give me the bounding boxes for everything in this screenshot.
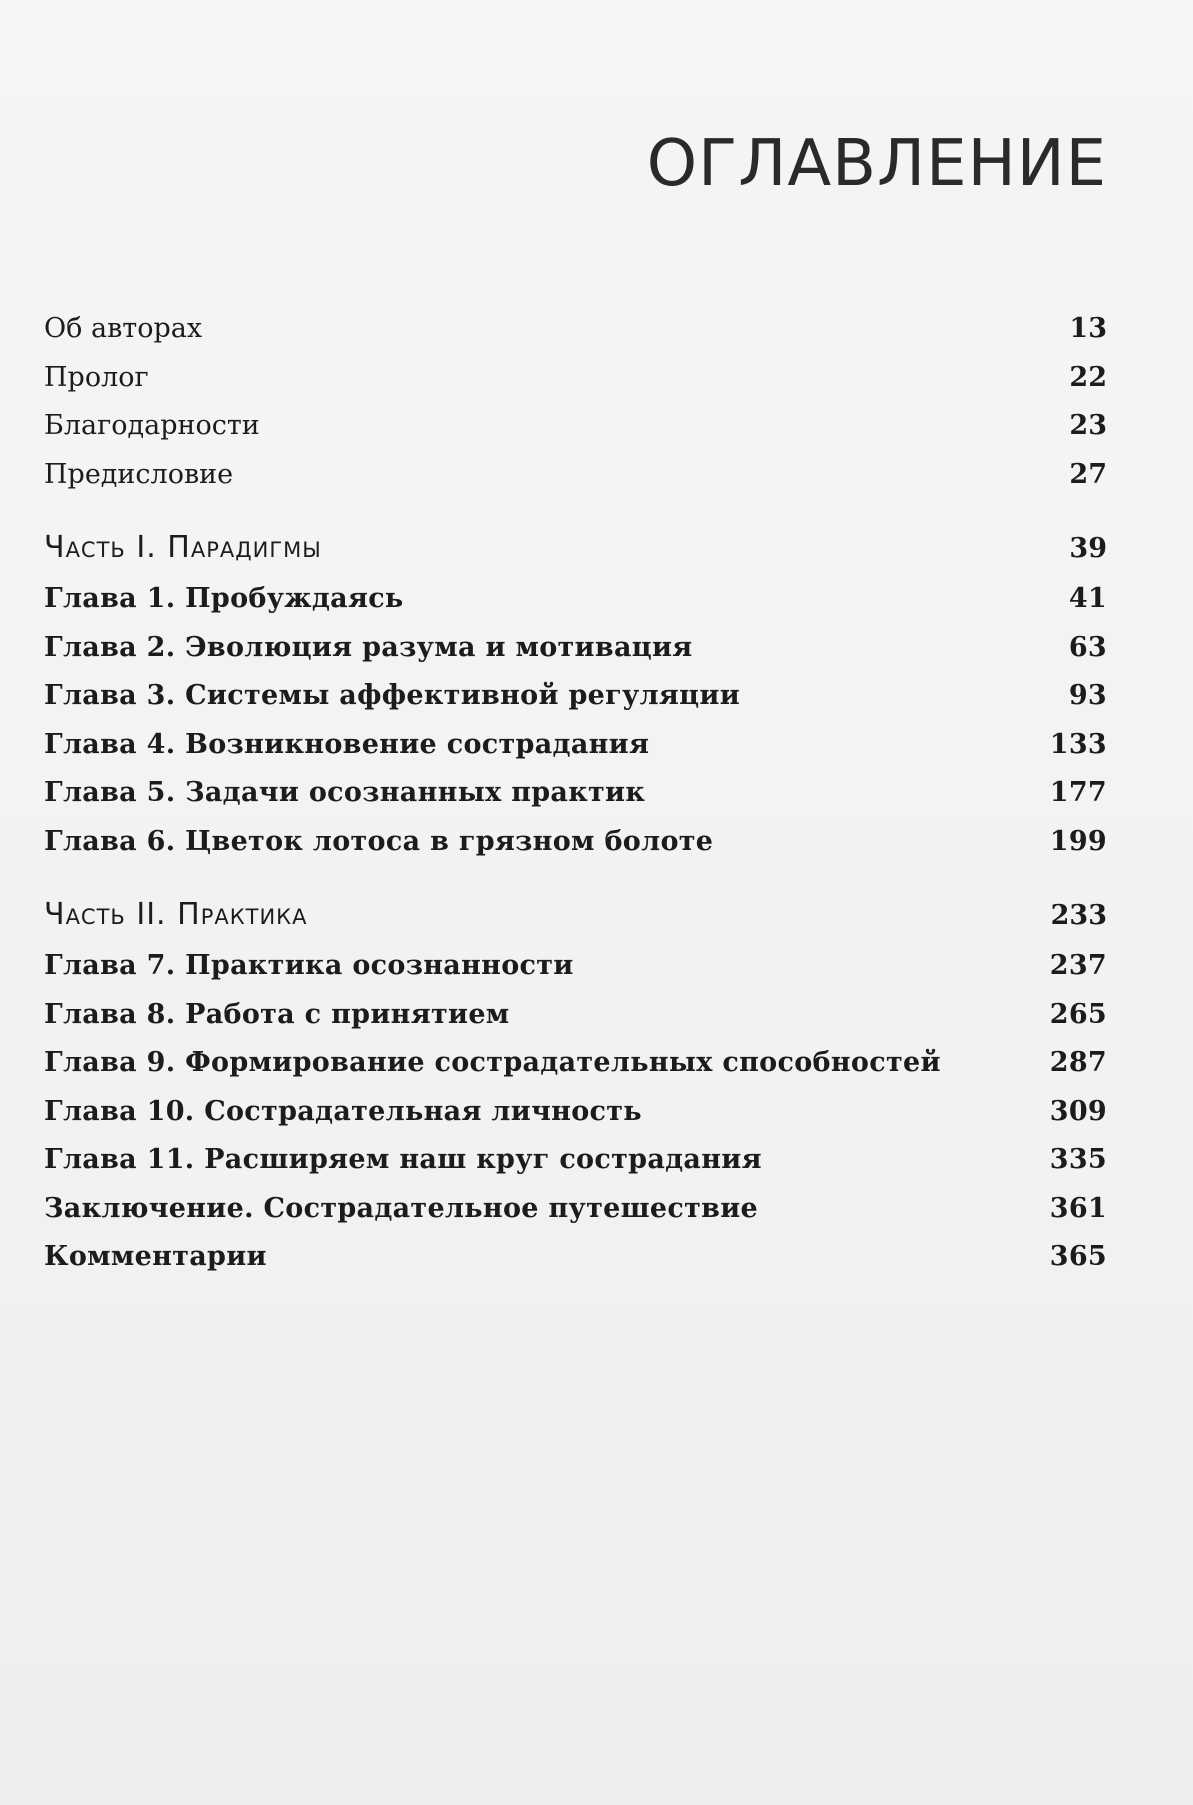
toc-chapter-label: Глава 10. Сострадательная личность (44, 1095, 642, 1127)
toc-chapter-3 (44, 672, 1107, 721)
page-title: ОГЛАВЛЕНИЕ (646, 127, 1107, 201)
toc-entry-conclusion (44, 1185, 1107, 1234)
toc-chapter-page: 265 (1049, 998, 1107, 1030)
toc-chapter-label: Глава 8. Работа с принятием (44, 998, 510, 1030)
toc-chapter-label: Глава 3. Системы аффективной регуляции (44, 680, 741, 711)
toc-entry-acknowledgements (44, 402, 1107, 451)
toc-entry-page: 13 (1069, 313, 1107, 344)
toc-chapter-page: 287 (1049, 1047, 1107, 1078)
toc-chapter-1 (44, 575, 1107, 624)
toc-chapter-9 (44, 1039, 1107, 1088)
toc-part-page: 39 (1069, 533, 1107, 564)
toc-chapter-page: 63 (1068, 631, 1107, 663)
toc-chapter-label: Глава 1. Пробуждаясь (44, 583, 404, 614)
toc-chapter-label: Заключение. Сострадательное путешествие (44, 1192, 759, 1224)
toc-chapter-page: 93 (1068, 680, 1107, 711)
toc-part-2-heading (44, 888, 1107, 942)
toc-chapter-2 (44, 624, 1107, 673)
toc-chapter-7 (44, 942, 1107, 991)
toc-part-label: Часть I. Парадигмы (44, 530, 322, 565)
toc-chapter-label: Глава 4. Возникновение сострадания (44, 728, 650, 760)
toc-chapter-label: Глава 2. Эволюция разума и мотивация (44, 631, 693, 663)
toc-part-1-heading (44, 521, 1107, 575)
toc-entry-label: Пролог (44, 361, 149, 393)
toc-chapter-label: Комментарии (44, 1241, 267, 1272)
table-of-contents (44, 305, 1107, 1282)
toc-entry-preface (44, 451, 1107, 500)
toc-chapter-page: 309 (1049, 1095, 1107, 1127)
toc-chapter-label: Глава 9. Формирование сострадательных способностей (44, 1047, 941, 1078)
toc-entry-label: Благодарности (44, 410, 260, 441)
toc-chapter-page: 237 (1049, 950, 1107, 981)
toc-chapter-page: 199 (1049, 825, 1107, 857)
toc-chapter-page: 361 (1049, 1192, 1107, 1224)
toc-chapter-10 (44, 1088, 1107, 1137)
toc-chapter-6 (44, 818, 1107, 867)
toc-chapter-label: Глава 11. Расширяем наш круг сострадания (44, 1144, 762, 1175)
toc-entry-label: Предисловие (44, 458, 234, 490)
toc-chapter-4 (44, 721, 1107, 770)
toc-chapter-5 (44, 769, 1107, 818)
toc-chapter-page: 133 (1049, 728, 1107, 760)
toc-chapter-page: 365 (1049, 1241, 1107, 1272)
toc-entry-page: 22 (1069, 361, 1107, 393)
toc-part-label: Часть II. Практика (44, 897, 308, 932)
toc-entry-comments (44, 1233, 1107, 1282)
toc-chapter-11 (44, 1136, 1107, 1185)
toc-part-page: 233 (1050, 900, 1107, 931)
toc-entry-label: Об авторах (44, 313, 203, 344)
toc-chapter-8 (44, 991, 1107, 1040)
toc-chapter-label: Глава 5. Задачи осознанных практик (44, 777, 646, 808)
toc-entry-page: 23 (1069, 410, 1107, 441)
toc-chapter-label: Глава 6. Цветок лотоса в грязном болоте (44, 825, 714, 857)
toc-chapter-label: Глава 7. Практика осознанности (44, 950, 574, 981)
toc-chapter-page: 177 (1049, 777, 1107, 808)
toc-chapter-page: 335 (1049, 1144, 1107, 1175)
toc-entry-prologue (44, 354, 1107, 403)
toc-entry-page: 27 (1069, 458, 1107, 490)
toc-entry-about-authors (44, 305, 1107, 354)
toc-chapter-page: 41 (1068, 583, 1107, 614)
